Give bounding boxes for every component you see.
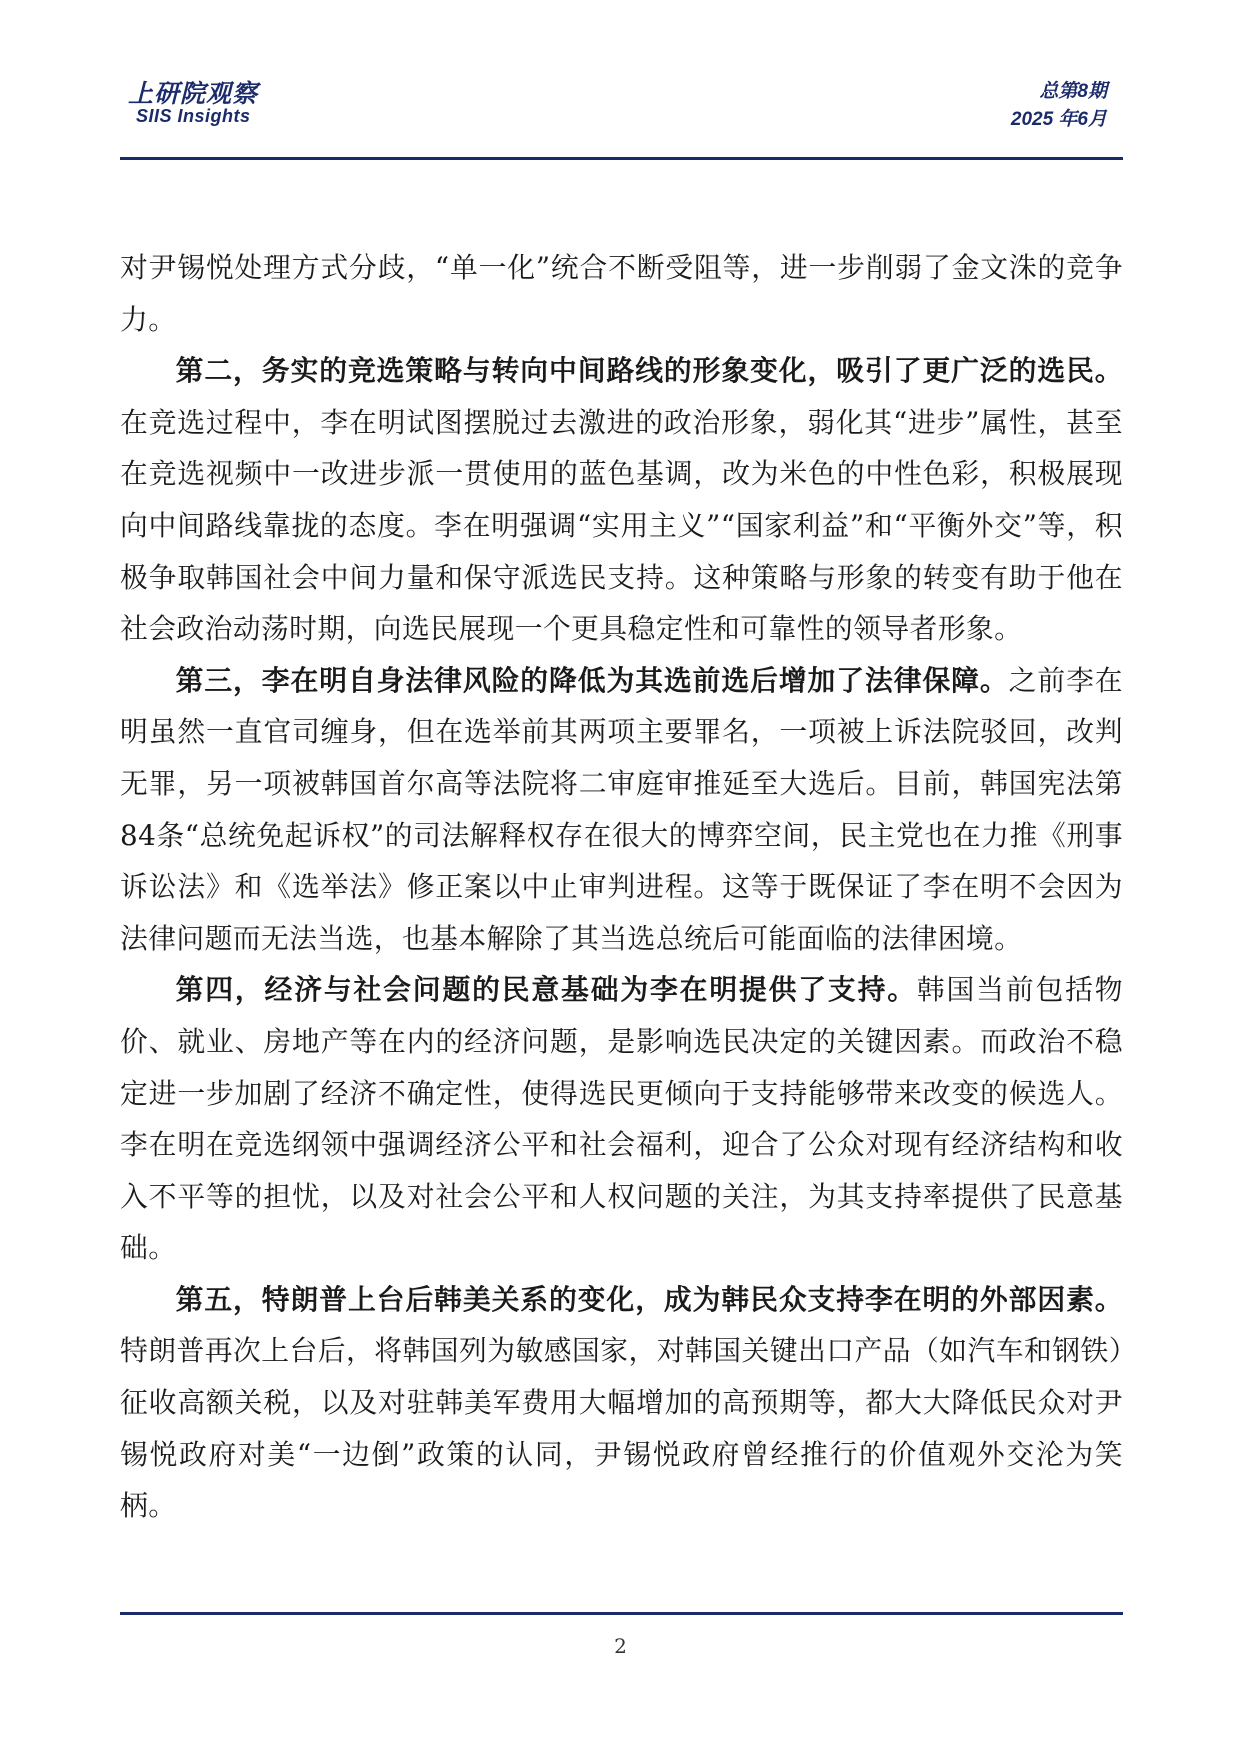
paragraph-third — [120, 655, 1123, 965]
paragraph-fifth — [120, 1274, 1123, 1532]
paragraph-lead: 第三，李在明自身法律风险的降低为其选前选后增加了法律保障。 — [175, 663, 1009, 697]
header-logo-cn: 上研院观察 — [128, 79, 259, 108]
header-date: 2025 年6月 — [1010, 109, 1107, 130]
footer-divider — [120, 1612, 1123, 1615]
paragraph-lead: 第二，务实的竞选策略与转向中间路线的形象变化，吸引了更广泛的选民。 — [175, 354, 1123, 388]
header-logo-en: SIIS Insights — [136, 106, 251, 126]
paragraph-text: 之前李在明虽然一直官司缠身，但在选举前其两项主要罪名，一项被上诉法院驳回，改判无罪，另一项被韩国首尔高等法院将二审庭审推延至大选后。目前，韩国宪法第84条“总统免起诉权”的司法解释权存在很大的博弈空间，民主党也在力推《刑事诉讼法》和《选举法》修正案以中止审判进程。这等于既保证了李在明不会因为法律问题而无法当选，也基本解除了其当选总统后可能面临的法律困境。 — [120, 663, 1123, 955]
continuation-paragraph: 对尹锡悦处理方式分歧，“单一化”统合不断受阻等，进一步削弱了金文洙的竞争力。 — [120, 251, 1123, 336]
paragraph-lead: 第四，经济与社会问题的民意基础为李在明提供了支持。 — [175, 973, 917, 1007]
page-number: 2 — [614, 1634, 627, 1658]
paragraph-text: 韩国当前包括物价、就业、房地产等在内的经济问题，是影响选民决定的关键因素。而政治不稳定进一步加剧了经济不确定性，使得选民更倾向于支持能够带来改变的候选人。李在明在竞选纲领中强调经济公平和社会福利，迎合了公众对现有经济结构和收入不平等的担忧，以及对社会公平和人权问题的关注，为其支持率提供了民意基础。 — [120, 973, 1123, 1265]
paragraph-fourth — [120, 964, 1123, 1274]
header-divider — [120, 157, 1123, 160]
paragraph-text: 特朗普再次上台后，将韩国列为敏感国家，对韩国关键出口产品（如汽车和钢铁）征收高额关税，以及对驻韩美军费用大幅增加的高预期等，都大大降低民众对尹锡悦政府对美“一边倒”政策的认同，尹锡悦政府曾经推行的价值观外交沦为笑柄。 — [120, 1334, 1123, 1523]
header-issue: 总第8期 — [1039, 81, 1107, 102]
paragraph-second — [120, 345, 1123, 655]
article-body — [120, 242, 1123, 1532]
paragraph-lead: 第五，特朗普上台后韩美关系的变化，成为韩民众支持李在明的外部因素。 — [175, 1282, 1123, 1316]
paragraph-text: 在竞选过程中，李在明试图摆脱过去激进的政治形象，弱化其“进步”属性，甚至在竞选视频中一改进步派一贯使用的蓝色基调，改为米色的中性色彩，积极展现向中间路线靠拢的态度。李在明强调“实用主义”“国家利益”和“平衡外交”等，积极争取韩国社会中间力量和保守派选民支持。这种策略与形象的转变有助于他在社会政治动荡时期，向选民展现一个更具稳定性和可靠性的领导者形象。 — [120, 405, 1123, 646]
